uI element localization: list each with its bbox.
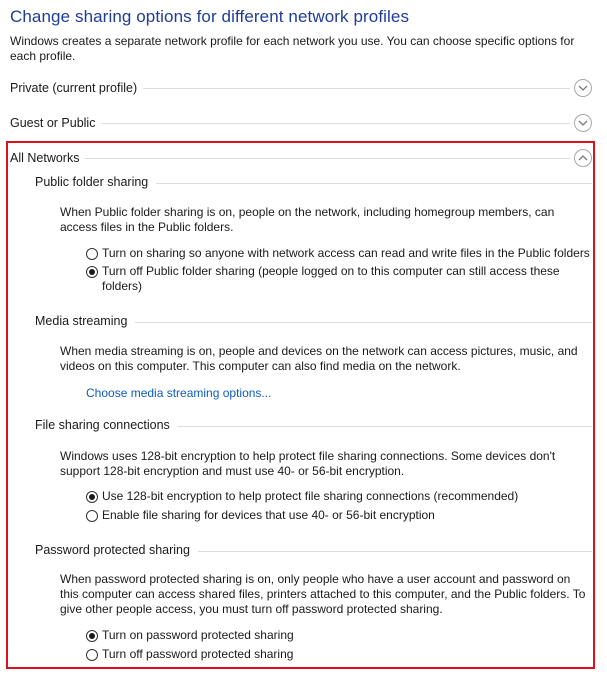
radio-button[interactable] (86, 630, 98, 642)
file-sharing-option-40[interactable] (86, 508, 591, 523)
public-folder-section-header (35, 175, 592, 191)
radio-button[interactable] (86, 510, 98, 522)
profile-guest[interactable] (10, 113, 592, 135)
profile-all-networks[interactable] (10, 148, 592, 170)
chevron-up-icon (578, 154, 588, 162)
radio-label[interactable]: Enable file sharing for devices that use 40- or 56-bit encryption (102, 508, 435, 522)
radio-label[interactable]: Turn off Public folder sharing (people logged on to this computer can still access these folders) (102, 264, 560, 293)
collapse-all-networks-button[interactable] (574, 149, 592, 167)
divider (10, 158, 570, 159)
radio-label[interactable]: Use 128-bit encryption to help protect file sharing connections (recommended) (102, 489, 519, 503)
file-sharing-heading: File sharing connections (35, 418, 178, 432)
chevron-down-icon (578, 84, 588, 92)
profile-guest-label[interactable]: Guest or Public (10, 116, 101, 130)
expand-guest-button[interactable] (574, 114, 592, 132)
media-description: When media streaming is on, people and devices on the network can access pictures, music, and videos on this computer. This computer can also find media on the network. (60, 344, 578, 373)
radio-button[interactable] (86, 248, 98, 260)
password-description: When password protected sharing is on, only people who have a user account and password on this computer can access shared files, printers attached to this computer, and the Public folders. To give other people access, you must turn off password protected sharing. (60, 572, 586, 616)
profile-private-label[interactable]: Private (current profile) (10, 81, 143, 95)
public-folder-heading: Public folder sharing (35, 175, 156, 189)
password-option-off[interactable] (86, 647, 591, 662)
radio-button[interactable] (86, 649, 98, 661)
page-title: Change sharing options for different network profiles (10, 7, 410, 26)
radio-button[interactable] (86, 266, 98, 278)
file-sharing-description: Windows uses 128-bit encryption to help protect file sharing connections. Some devices don't support 128-bit encryption and must use 40- or 56-bit encryption. (60, 449, 556, 478)
profile-private[interactable] (10, 78, 592, 100)
public-folder-description: When Public folder sharing is on, people on the network, including homegroup members, can access files in the Public folders. (60, 205, 555, 234)
radio-label[interactable]: Turn on sharing so anyone with network access can read and write files in the Public folders (102, 246, 590, 260)
page-intro: Windows creates a separate network profile for each network you use. You can choose specific options for each profile. (10, 34, 575, 63)
expand-private-button[interactable] (574, 79, 592, 97)
password-section-header (35, 543, 592, 559)
profile-all-networks-label[interactable]: All Networks (10, 151, 85, 165)
password-option-on[interactable] (86, 628, 591, 643)
file-sharing-option-128[interactable] (86, 489, 591, 504)
public-folder-option-on[interactable] (86, 246, 591, 261)
media-heading: Media streaming (35, 314, 135, 328)
media-section-header (35, 314, 592, 330)
password-heading: Password protected sharing (35, 543, 198, 557)
public-folder-option-off[interactable] (86, 264, 591, 294)
chevron-down-icon (578, 119, 588, 127)
radio-label[interactable]: Turn on password protected sharing (102, 628, 294, 642)
radio-button[interactable] (86, 491, 98, 503)
file-sharing-section-header (35, 418, 592, 434)
media-streaming-options-link[interactable]: Choose media streaming options... (86, 386, 272, 400)
radio-label[interactable]: Turn off password protected sharing (102, 647, 294, 661)
